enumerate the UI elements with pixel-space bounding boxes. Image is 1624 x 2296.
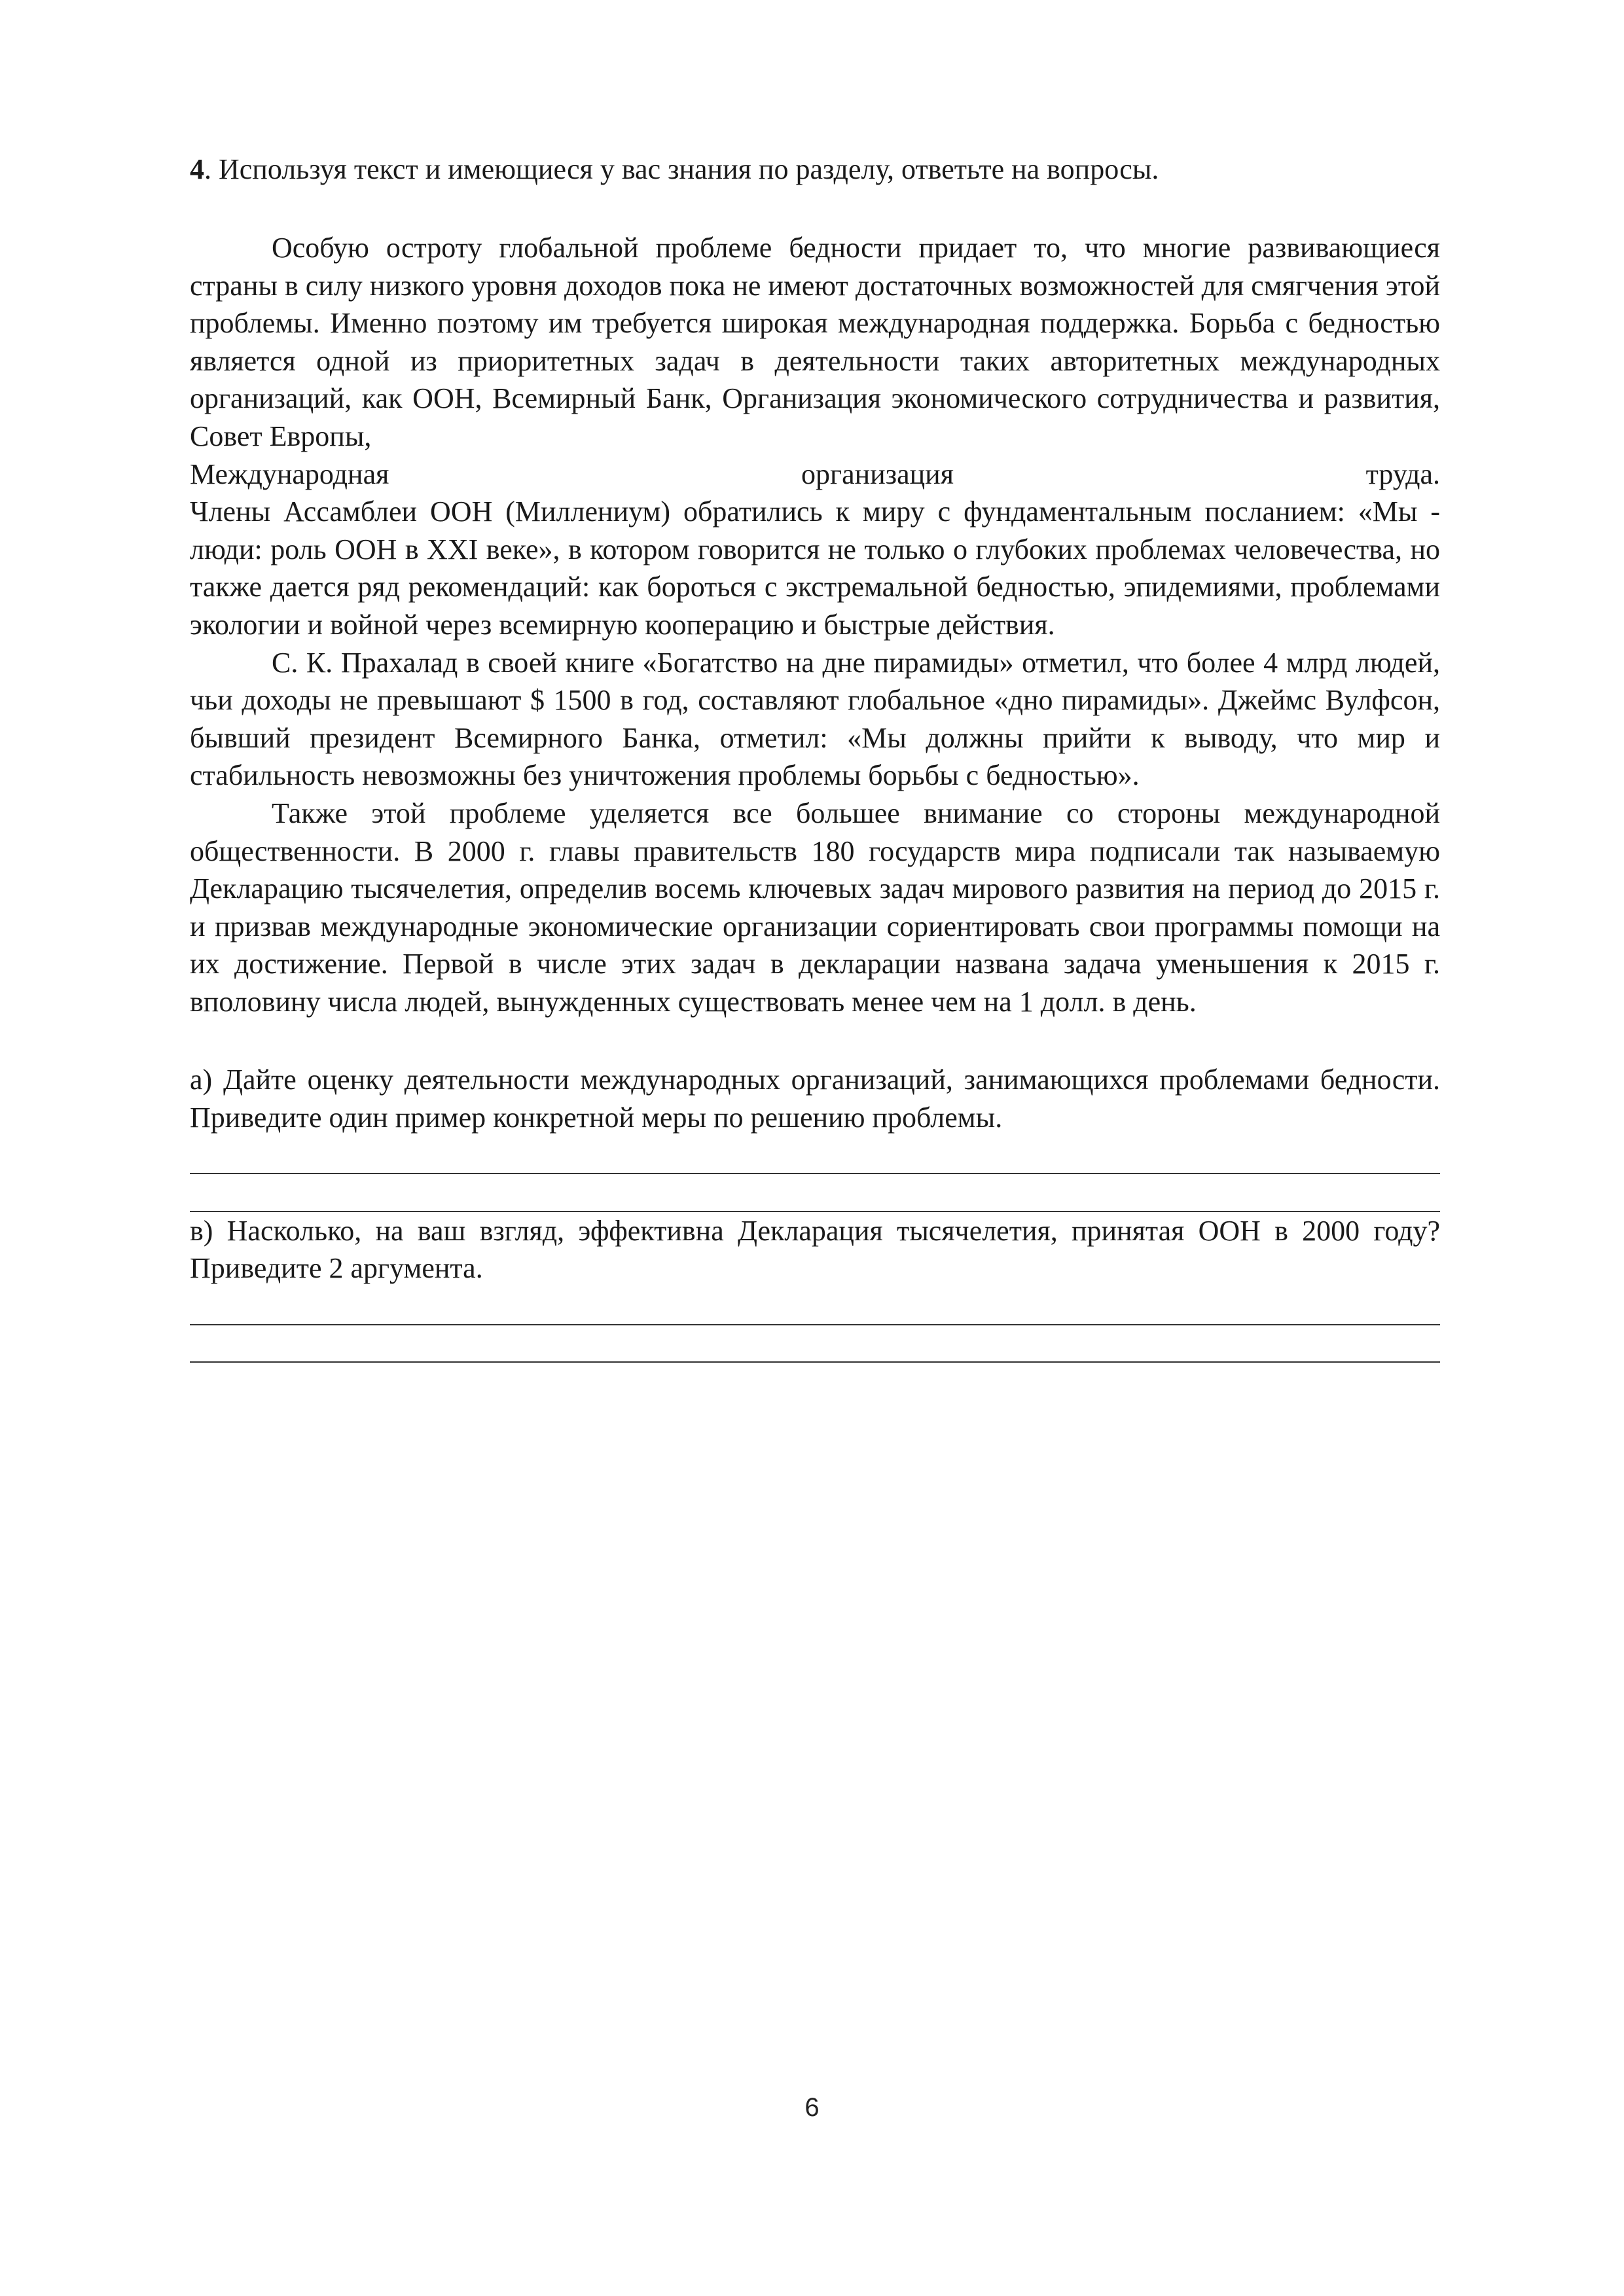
answer-line-b-1[interactable] bbox=[190, 1287, 1440, 1325]
passage-paragraph-1-line: Международная организация труда. bbox=[190, 457, 1440, 490]
answer-line-b-2[interactable] bbox=[190, 1325, 1440, 1363]
reading-passage bbox=[190, 229, 1440, 1020]
passage-paragraph-2: С. К. Прахалад в своей книге «Богатство на дне пирамиды» отметил, что более 4 млрд людей, чьи доходы не превышают $ 1500 в год, составляют глобальное «дно пирамиды». Джеймс Вулфсон, бывший президент Всемирного Банка, отметил: «Мы должны прийти к выводу, что мир и стабильность невозможны без уничтожения проблемы борьбы с бедностью». bbox=[190, 646, 1440, 792]
task-number: 4 bbox=[190, 153, 204, 185]
worksheet-page bbox=[190, 151, 1440, 1363]
page-number: 6 bbox=[804, 2093, 820, 2122]
passage-paragraph-1-continued: Члены Ассамблеи ООН (Миллениум) обратились к миру с фундаментальным посланием: «Мы - люди: роль ООН в XXI веке», в котором говорится не только о глубоких проблемах человечества, но также дается ряд рекомендаций: как бороться с экстремальной бедностью, эпидемиями, проблемами экологии и войной через всемирную кооперацию и быстрые действия. bbox=[190, 495, 1440, 641]
task-heading bbox=[190, 151, 1440, 188]
passage-paragraph-1: Особую остроту глобальной проблеме бедности придает то, что многие развивающиеся страны в силу низкого уровня доходов пока не имеют достаточных возможностей для смягчения этой проблемы. Именно поэтому им требуется широкая международная поддержка. Борьба с бедностью является одной из приоритетных задач в деятельности таких авторитетных международных организаций, как ООН, Всемирный Банк, Организация экономического сотрудничества и развития, Совет Европы, bbox=[190, 232, 1440, 452]
question-b: в) Насколько, на ваш взгляд, эффективна Декларация тысячелетия, принятая ООН в 2000 году? Приведите 2 аргумента. bbox=[190, 1214, 1440, 1285]
answer-line-a-2[interactable] bbox=[190, 1174, 1440, 1212]
passage-paragraph-3: Также этой проблеме уделяется все большее внимание со стороны международной общественности. В 2000 г. главы правительств 180 государств мира подписали так называемую Декларацию тысячелетия, определив восемь ключевых задач мирового развития на период до 2015 г. и призвав международные экономические организации сориентировать свои программы помощи на их достижение. Первой в числе этих задач в декларации названа задача уменьшения к 2015 г. вполовину числа людей, вынужденных существовать менее чем на 1 долл. в день. bbox=[190, 797, 1440, 1018]
answer-line-a-1[interactable] bbox=[190, 1137, 1440, 1175]
task-instruction: . Используя текст и имеющиеся у вас знания по разделу, ответьте на вопросы. bbox=[204, 153, 1159, 185]
question-a: а) Дайте оценку деятельности международных организаций, занимающихся проблемами бедности. Приведите один пример конкретной меры по решению проблемы. bbox=[190, 1064, 1440, 1134]
